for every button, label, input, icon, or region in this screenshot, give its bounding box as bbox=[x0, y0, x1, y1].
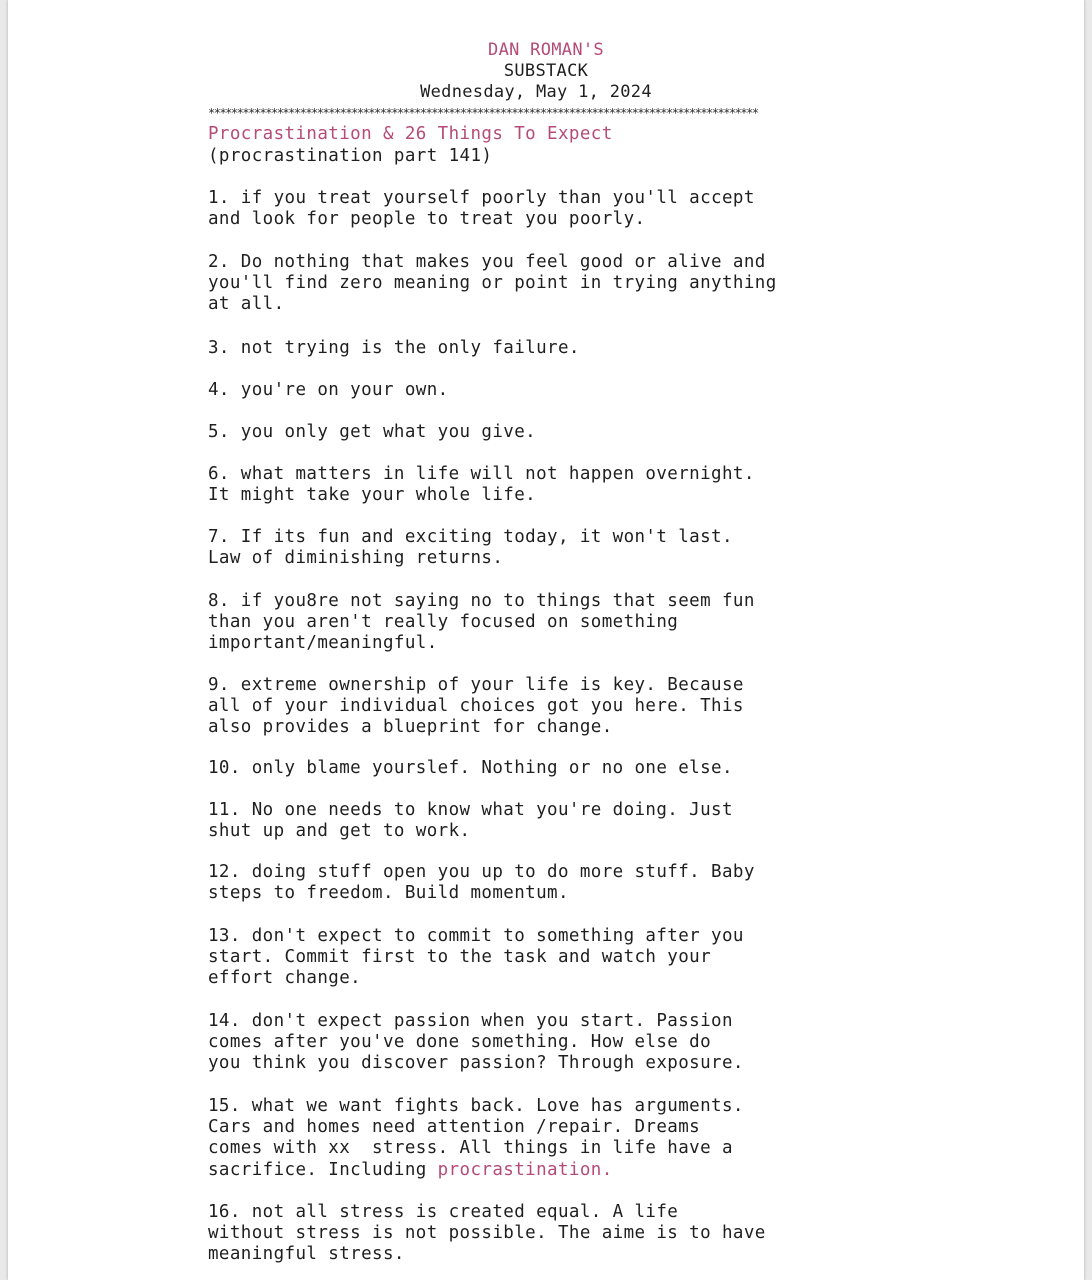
list-item-5: 5. you only get what you give. bbox=[208, 422, 537, 442]
publication-subtitle: SUBSTACK bbox=[503, 61, 589, 81]
list-item-15-accent: procrastination. bbox=[437, 1159, 613, 1180]
article-title: Procrastination & 26 Things To Expect bbox=[208, 124, 613, 144]
typewritten-page bbox=[8, 0, 1084, 1280]
list-item-16: 16. not all stress is created equal. A life without stress is not possible. The aime is to have meaningful stress. bbox=[208, 1202, 766, 1265]
list-item-2: 2. Do nothing that makes you feel good or alive and you'll find zero meaning or point in trying anything at all. bbox=[208, 252, 777, 315]
post-date: Wednesday, May 1, 2024 bbox=[420, 82, 652, 102]
list-item-4: 4. you're on your own. bbox=[208, 380, 449, 400]
list-item-15 bbox=[208, 1096, 908, 1181]
list-item-8: 8. if you8re not saying no to things that seem fun than you aren't really focused on something important/meaningful. bbox=[208, 591, 755, 654]
article-subtitle: (procrastination part 141) bbox=[208, 146, 493, 166]
list-item-12: 12. doing stuff open you up to do more stuff. Baby steps to freedom. Build momentum. bbox=[208, 862, 755, 904]
list-item-1: 1. if you treat yourself poorly than you'll accept and look for people to treat you poorly. bbox=[208, 188, 755, 230]
list-item-15-text: 15. what we want fights back. Love has arguments. Cars and homes need attention /repair. Dreams comes with xx stress. All things in life have a sacrifice. Including bbox=[208, 1096, 744, 1180]
publication-name: DAN ROMAN'S bbox=[488, 40, 604, 60]
list-item-7: 7. If its fun and exciting today, it won't last. Law of diminishing returns. bbox=[208, 527, 733, 569]
list-item-14: 14. don't expect passion when you start. Passion comes after you've done something. How else do you think you discover passion? Through exposure. bbox=[208, 1011, 744, 1074]
list-item-3: 3. not trying is the only failure. bbox=[208, 338, 580, 358]
asterisk-rule: ************************************************************************************************ bbox=[208, 106, 758, 120]
list-item-11: 11. No one needs to know what you're doing. Just shut up and get to work. bbox=[208, 800, 733, 842]
list-item-6: 6. what matters in life will not happen overnight. It might take your whole life. bbox=[208, 464, 755, 506]
list-item-13: 13. don't expect to commit to something after you start. Commit first to the task and watch your effort change. bbox=[208, 926, 744, 989]
list-item-10: 10. only blame yourslef. Nothing or no one else. bbox=[208, 758, 733, 778]
list-item-9: 9. extreme ownership of your life is key. Because all of your individual choices got you here. This also provides a blueprint for change. bbox=[208, 675, 744, 738]
